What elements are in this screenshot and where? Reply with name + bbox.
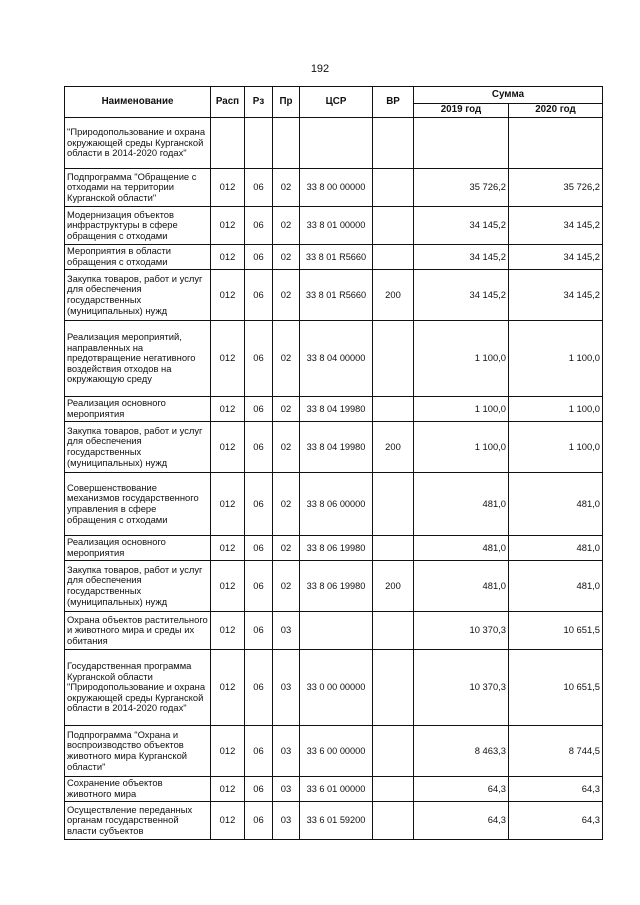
- row-vr: [373, 777, 414, 802]
- row-sum-2020: 10 651,5: [509, 650, 603, 726]
- row-rasp: 012: [211, 169, 245, 207]
- row-vr: [373, 650, 414, 726]
- row-rasp: 012: [211, 207, 245, 245]
- row-rasp: 012: [211, 612, 245, 650]
- table-row: [65, 270, 603, 321]
- table-row: [65, 473, 603, 536]
- row-rasp: 012: [211, 561, 245, 612]
- row-csr: [300, 612, 373, 650]
- row-pr: 02: [273, 397, 300, 422]
- row-name: Государственная программа Курганской области "Природопользование и охрана окружающей среды Курганской области в 2014-2020 годах": [65, 650, 211, 726]
- row-rz: [245, 118, 273, 169]
- row-rz: 06: [245, 207, 273, 245]
- row-vr: [373, 169, 414, 207]
- row-vr: [373, 802, 414, 840]
- row-sum-2020: 1 100,0: [509, 422, 603, 473]
- row-csr: 33 8 04 19980: [300, 397, 373, 422]
- row-name: Сохранение объектов животного мира: [65, 777, 211, 802]
- row-rasp: 012: [211, 777, 245, 802]
- row-name: Реализация мероприятий, направленных на предотвращение негативного воздействия отходов на окружающую среду: [65, 321, 211, 397]
- row-sum-2020: 64,3: [509, 802, 603, 840]
- row-sum-2020: 34 145,2: [509, 245, 603, 270]
- table-row: [65, 118, 603, 169]
- row-sum-2019: 35 726,2: [414, 169, 509, 207]
- row-rz: 06: [245, 321, 273, 397]
- row-name: Осуществление переданных органам государственной власти субъектов: [65, 802, 211, 840]
- row-pr: [273, 118, 300, 169]
- row-pr: 03: [273, 612, 300, 650]
- row-rz: 06: [245, 650, 273, 726]
- row-vr: [373, 245, 414, 270]
- row-rz: 06: [245, 397, 273, 422]
- row-vr: [373, 726, 414, 777]
- row-sum-2020: 34 145,2: [509, 270, 603, 321]
- row-sum-2020: 34 145,2: [509, 207, 603, 245]
- row-rasp: 012: [211, 726, 245, 777]
- header-pr: Пр: [273, 87, 300, 118]
- row-name: Закупка товаров, работ и услуг для обеспечения государственных (муниципальных) нужд: [65, 270, 211, 321]
- row-sum-2019: 481,0: [414, 473, 509, 536]
- row-csr: 33 8 00 00000: [300, 169, 373, 207]
- row-vr: 200: [373, 422, 414, 473]
- row-sum-2020: 481,0: [509, 473, 603, 536]
- page-number: 192: [310, 63, 330, 75]
- row-pr: 02: [273, 207, 300, 245]
- table-row: [65, 561, 603, 612]
- row-sum-2019: 10 370,3: [414, 650, 509, 726]
- row-name: "Природопользование и охрана окружающей среды Курганской области в 2014-2020 годах": [65, 118, 211, 169]
- row-rasp: 012: [211, 245, 245, 270]
- row-sum-2020: 64,3: [509, 777, 603, 802]
- row-pr: 02: [273, 270, 300, 321]
- row-csr: 33 8 01 R5660: [300, 245, 373, 270]
- table-row: [65, 321, 603, 397]
- row-sum-2019: 34 145,2: [414, 270, 509, 321]
- row-rz: 06: [245, 726, 273, 777]
- table-row: [65, 536, 603, 561]
- row-vr: [373, 118, 414, 169]
- row-pr: 02: [273, 422, 300, 473]
- row-rz: 06: [245, 473, 273, 536]
- row-vr: 200: [373, 270, 414, 321]
- budget-table: [64, 86, 603, 840]
- row-rasp: 012: [211, 536, 245, 561]
- row-rasp: 012: [211, 422, 245, 473]
- row-csr: [300, 118, 373, 169]
- header-csr: ЦСР: [300, 87, 373, 118]
- row-sum-2019: 1 100,0: [414, 321, 509, 397]
- row-vr: [373, 536, 414, 561]
- row-vr: 200: [373, 561, 414, 612]
- table-row: [65, 169, 603, 207]
- row-sum-2019: 64,3: [414, 802, 509, 840]
- row-sum-2020: 481,0: [509, 536, 603, 561]
- row-csr: 33 8 04 19980: [300, 422, 373, 473]
- row-vr: [373, 207, 414, 245]
- row-name: Закупка товаров, работ и услуг для обеспечения государственных (муниципальных) нужд: [65, 561, 211, 612]
- row-sum-2020: 35 726,2: [509, 169, 603, 207]
- row-sum-2019: 10 370,3: [414, 612, 509, 650]
- row-vr: [373, 321, 414, 397]
- row-name: Мероприятия в области обращения с отходами: [65, 245, 211, 270]
- row-vr: [373, 612, 414, 650]
- table-row: [65, 245, 603, 270]
- row-rz: 06: [245, 561, 273, 612]
- row-sum-2019: 34 145,2: [414, 207, 509, 245]
- row-name: Реализация основного мероприятия: [65, 397, 211, 422]
- row-name: Модернизация объектов инфраструктуры в сфере обращения с отходами: [65, 207, 211, 245]
- header-sum: Сумма: [414, 87, 603, 104]
- row-sum-2020: [509, 118, 603, 169]
- row-rasp: [211, 118, 245, 169]
- row-sum-2019: 64,3: [414, 777, 509, 802]
- row-sum-2019: 1 100,0: [414, 422, 509, 473]
- table-row: [65, 397, 603, 422]
- row-csr: 33 8 01 00000: [300, 207, 373, 245]
- row-rz: 06: [245, 245, 273, 270]
- table-row: [65, 422, 603, 473]
- row-name: Закупка товаров, работ и услуг для обеспечения государственных (муниципальных) нужд: [65, 422, 211, 473]
- row-pr: 02: [273, 245, 300, 270]
- row-pr: 03: [273, 777, 300, 802]
- row-rz: 06: [245, 802, 273, 840]
- row-pr: 03: [273, 726, 300, 777]
- row-name: Подпрограмма "Охрана и воспроизводство объектов животного мира Курганской области": [65, 726, 211, 777]
- header-2019: 2019 год: [414, 104, 509, 118]
- row-sum-2019: [414, 118, 509, 169]
- row-sum-2019: 481,0: [414, 536, 509, 561]
- header-rz: Рз: [245, 87, 273, 118]
- row-name: Подпрограмма "Обращение с отходами на территории Курганской области": [65, 169, 211, 207]
- row-rz: 06: [245, 777, 273, 802]
- row-csr: 33 8 06 00000: [300, 473, 373, 536]
- row-sum-2020: 8 744,5: [509, 726, 603, 777]
- row-name: Охрана объектов растительного и животного мира и среды их обитания: [65, 612, 211, 650]
- row-csr: 33 6 00 00000: [300, 726, 373, 777]
- row-name: Совершенствование механизмов государственного управления в сфере обращения с отходами: [65, 473, 211, 536]
- row-csr: 33 6 01 00000: [300, 777, 373, 802]
- row-pr: 03: [273, 650, 300, 726]
- table-row: [65, 650, 603, 726]
- header-name: Наименование: [65, 87, 211, 118]
- table-row: [65, 207, 603, 245]
- row-rasp: 012: [211, 650, 245, 726]
- row-sum-2019: 8 463,3: [414, 726, 509, 777]
- row-csr: 33 8 01 R5660: [300, 270, 373, 321]
- header-2020: 2020 год: [509, 104, 603, 118]
- row-vr: [373, 473, 414, 536]
- row-csr: 33 8 06 19980: [300, 536, 373, 561]
- row-rasp: 012: [211, 397, 245, 422]
- row-sum-2020: 10 651,5: [509, 612, 603, 650]
- row-rz: 06: [245, 612, 273, 650]
- row-pr: 02: [273, 169, 300, 207]
- row-rz: 06: [245, 422, 273, 473]
- row-sum-2020: 481,0: [509, 561, 603, 612]
- header-rasp: Расп: [211, 87, 245, 118]
- row-pr: 02: [273, 321, 300, 397]
- table-row: [65, 612, 603, 650]
- row-csr: 33 6 01 59200: [300, 802, 373, 840]
- row-sum-2020: 1 100,0: [509, 321, 603, 397]
- row-rz: 06: [245, 169, 273, 207]
- row-rz: 06: [245, 270, 273, 321]
- row-csr: 33 0 00 00000: [300, 650, 373, 726]
- row-sum-2020: 1 100,0: [509, 397, 603, 422]
- row-rasp: 012: [211, 802, 245, 840]
- row-rasp: 012: [211, 321, 245, 397]
- row-pr: 03: [273, 802, 300, 840]
- table-row: [65, 777, 603, 802]
- row-csr: 33 8 06 19980: [300, 561, 373, 612]
- row-pr: 02: [273, 473, 300, 536]
- row-rasp: 012: [211, 473, 245, 536]
- row-sum-2019: 481,0: [414, 561, 509, 612]
- row-vr: [373, 397, 414, 422]
- table-row: [65, 726, 603, 777]
- row-name: Реализация основного мероприятия: [65, 536, 211, 561]
- table-row: [65, 802, 603, 840]
- row-rz: 06: [245, 536, 273, 561]
- header-vr: ВР: [373, 87, 414, 118]
- row-pr: 02: [273, 561, 300, 612]
- row-csr: 33 8 04 00000: [300, 321, 373, 397]
- row-pr: 02: [273, 536, 300, 561]
- table-body: [65, 118, 603, 840]
- row-rasp: 012: [211, 270, 245, 321]
- row-sum-2019: 34 145,2: [414, 245, 509, 270]
- row-sum-2019: 1 100,0: [414, 397, 509, 422]
